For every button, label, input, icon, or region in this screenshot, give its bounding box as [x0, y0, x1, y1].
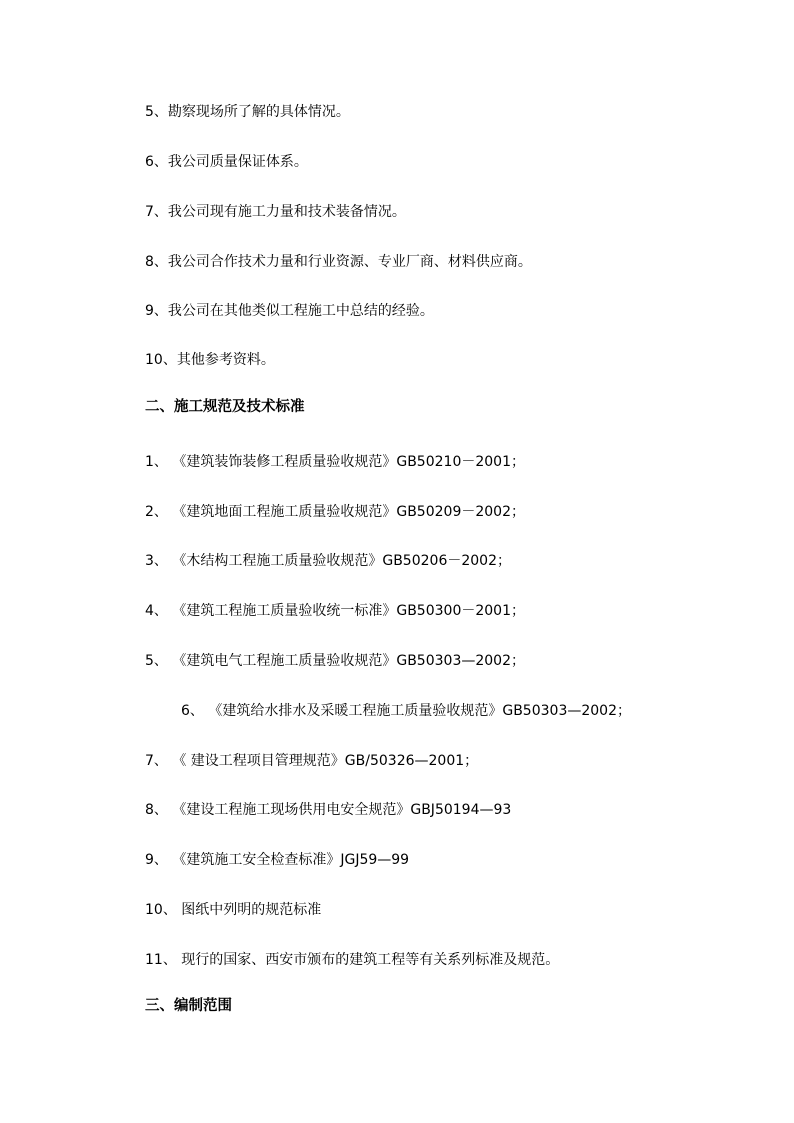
list-item: 4、 《建筑工程施工质量验收统一标准》GB50300－2001； — [145, 603, 525, 619]
list-item: 8、我公司合作技术力量和行业资源、专业厂商、材料供应商。 — [145, 254, 532, 270]
list-item: 5、 《建筑电气工程施工质量验收规范》GB50303—2002； — [145, 653, 525, 669]
list-item: 7、 《 建设工程项目管理规范》GB/50326—2001； — [145, 753, 479, 769]
section-heading: 三、编制范围 — [145, 998, 232, 1014]
list-item: 3、 《木结构工程施工质量验收规范》GB50206－2002； — [145, 553, 511, 569]
list-item: 9、我公司在其他类似工程施工中总结的经验。 — [145, 303, 434, 319]
list-item: 2、 《建筑地面工程施工质量验收规范》GB50209－2002； — [145, 504, 525, 520]
list-item: 7、我公司现有施工力量和技术装备情况。 — [145, 204, 406, 220]
section-heading: 二、施工规范及技术标准 — [145, 399, 305, 415]
list-item: 9、 《建筑施工安全检查标准》JGJ59—99 — [145, 852, 410, 868]
list-item: 8、 《建设工程施工现场供用电安全规范》GBJ50194—93 — [145, 802, 512, 818]
list-item: 10、 图纸中列明的规范标准 — [145, 902, 322, 918]
list-item: 11、 现行的国家、西安市颁布的建筑工程等有关系列标准及规范。 — [145, 952, 560, 968]
list-item: 5、勘察现场所了解的具体情况。 — [145, 104, 350, 120]
list-item: 6、 《建筑给水排水及采暖工程施工质量验收规范》GB50303—2002； — [181, 703, 631, 719]
list-item: 10、其他参考资料。 — [145, 352, 275, 368]
list-item: 6、我公司质量保证体系。 — [145, 154, 308, 170]
list-item: 1、 《建筑装饰装修工程质量验收规范》GB50210－2001； — [145, 454, 525, 470]
